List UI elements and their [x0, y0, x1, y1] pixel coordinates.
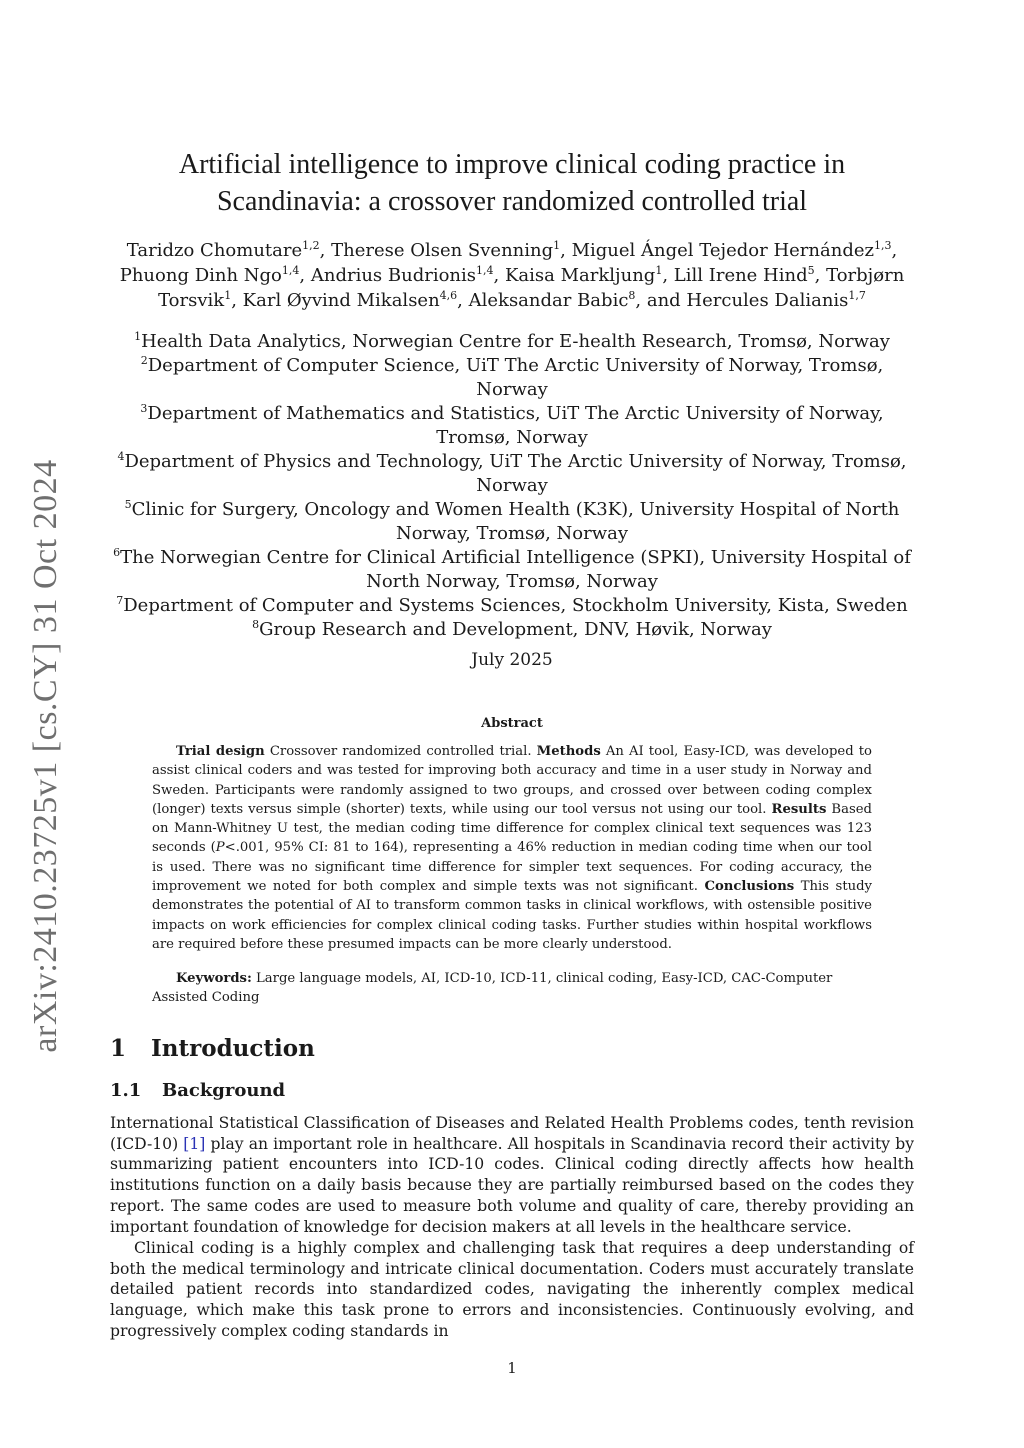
affiliation [108, 354, 916, 402]
author-affiliation-mark: 1 [655, 264, 663, 277]
abstract-heading: Abstract [481, 716, 543, 731]
author-list: Taridzo Chomutare$^{1,2}$, Therese Olsen Svenning$^1$, Miguel Ángel Tejedor Hernández$^{1,3}$, Phuong Dinh Ngo$^{1,4}$, Andrius Budrionis$^{1,4}$, Kaisa Markljung$^1$, Lill Irene Hind$^5$, Torbjørn Torsvik$^1$, Karl Øyvind Mikalsen$^{4,6}$, Aleksandar Babic$^8$, and Hercules Dalianis$^{1,7}$ [119, 239, 905, 311]
affiliation-text: The Norwegian Centre for Clinical Artificial Intelligence (SPKI), University Hospital of North Norway, Tromsø, Norway [120, 547, 911, 592]
paragraph-text: International Statistical Classification of Diseases and Related Health Problems codes, tenth revision (ICD-10) [110, 1114, 914, 1153]
affiliation-number: 1 [134, 330, 142, 343]
subsection-title: Background [162, 1080, 286, 1101]
paragraph-text: play an important role in healthcare. All hospitals in Scandinavia record their activity by summarizing patient encounters into ICD-10 codes. Clinical coding directly affects how health institutions function on a daily basis because they are partially reimbursed based on the codes they report. The same codes are used to measure both volume and quality of care, thereby providing an important foundation of knowledge for decision makers at all levels in the healthcare service. [110, 1134, 915, 1236]
author: Torbjørn Torsvik [158, 265, 905, 311]
page-number: 1 [507, 1359, 517, 1377]
affiliation [108, 450, 916, 498]
paper-title: Artificial intelligence to improve clinical coding practice in Scandinavia: a crossover randomized controlled trial [178, 149, 846, 217]
affiliation [108, 546, 916, 594]
author-affiliation-mark: 1,4 [281, 264, 300, 277]
abstract-label-conclusions: Conclusions [704, 879, 795, 895]
author: Therese Olsen Svenning [331, 240, 554, 261]
affiliation-text: Department of Mathematics and Statistics, UiT The Arctic University of Norway, Tromsø, Norway [147, 403, 884, 448]
abstract-p-value-symbol: P [215, 840, 225, 856]
affiliation [108, 618, 916, 642]
affiliation-number: 3 [140, 402, 148, 415]
affiliation-number: 2 [140, 354, 148, 367]
affiliation [108, 330, 916, 354]
affiliation-number: 5 [124, 498, 132, 511]
affiliation-text: Health Data Analytics, Norwegian Centre for E-health Research, Tromsø, Norway [141, 331, 890, 352]
section-heading-introduction [110, 1035, 315, 1062]
author-affiliation-mark: 4,6 [439, 289, 458, 302]
abstract-results-part-a: Based on Mann-Whitney U test, the median coding time difference for complex clinical text sequences was 123 seconds ( [152, 801, 872, 856]
affiliation-number: 8 [252, 618, 260, 631]
author: Hercules Dalianis [686, 290, 849, 311]
author: Kaisa Markljung [504, 265, 656, 286]
abstract-label-methods: Methods [536, 744, 601, 759]
abstract-text [152, 742, 872, 954]
affiliation-text: Clinic for Surgery, Oncology and Women Health (K3K), University Hospital of North Norway, Tromsø, Norway [131, 499, 900, 544]
subsection-number: 1.1 [110, 1080, 142, 1101]
publication-date: July 2025 [471, 650, 553, 670]
author: Karl Øyvind Mikalsen [242, 290, 440, 311]
affiliation-number: 6 [113, 546, 121, 559]
author-affiliation-mark: 1,4 [476, 264, 494, 277]
affiliation-text: Department of Physics and Technology, UiT The Arctic University of Norway, Tromsø, Norway [124, 451, 907, 496]
body-paragraph-1 [110, 1113, 914, 1237]
abstract-label-results: Results [771, 801, 827, 817]
author-affiliation-mark: 1,7 [848, 289, 866, 302]
citation-link-1[interactable]: [1] [183, 1134, 206, 1153]
arxiv-identifier: arXiv:2410.23725v1 [cs.CY] 31 Oct 2024 [27, 459, 64, 1053]
keywords-text: Large language models, AI, ICD-10, ICD-11, clinical coding, Easy-ICD, CAC-Computer Assisted Coding [152, 971, 833, 1005]
author-affiliation-mark: 5 [807, 264, 815, 277]
abstract-trial-design: Crossover randomized controlled trial. [269, 744, 532, 759]
abstract-methods: An AI tool, Easy-ICD, was developed to assist clinical coders and was tested for improving both accuracy and time in a user study in Norway and Sweden. Participants were randomly assigned to two groups, and crossed over between coding complex (longer) texts versus simple (shorter) texts, while using our tool versus not using our tool. [152, 744, 872, 817]
keywords-label: Keywords: [176, 971, 252, 986]
author: Aleksandar Babic [468, 290, 629, 311]
affiliation-list [108, 330, 916, 642]
author-affiliation-mark: 8 [628, 289, 636, 302]
author: Miguel Ángel Tejedor Hernández [571, 240, 874, 261]
affiliation-text: Group Research and Development, DNV, Høvik, Norway [259, 619, 772, 640]
affiliation [108, 498, 916, 546]
author: Lill Irene Hind [673, 265, 808, 286]
abstract-results-part-b: <.001, 95% CI: 81 to 164), representing a 46% reduction in median coding time when our tool is used. There was no significant time difference for simpler text sequences. For coding accuracy, the improvement we noted for both complex and simple texts was not significant. [152, 840, 873, 895]
author: Taridzo Chomutare [126, 240, 303, 261]
abstract-conclusions: This study demonstrates the potential of AI to transform common tasks in clinical workflows, with ostensible positive impacts on work efficiencies for complex clinical coding tasks. Further studies within hospital workflows are required before these presumed impacts can be more clearly understood. [152, 879, 873, 952]
author-affiliation-mark: 1,3 [873, 239, 892, 252]
affiliation-text: Department of Computer Science, UiT The Arctic University of Norway, Tromsø, Norway [147, 355, 884, 400]
keywords [152, 969, 872, 1007]
author: Phuong Dinh Ngo [119, 265, 282, 286]
affiliation [108, 402, 916, 450]
affiliation [108, 594, 916, 618]
affiliation-number: 7 [116, 594, 124, 607]
affiliation-text: Department of Computer and Systems Sciences, Stockholm University, Kista, Sweden [123, 595, 908, 616]
author-affiliation-mark: 1 [553, 239, 561, 252]
author-affiliation-mark: 1,2 [302, 239, 320, 252]
author-affiliation-mark: 1 [224, 289, 232, 302]
body-paragraph-2: Clinical coding is a highly complex and challenging task that requires a deep understanding of both the medical terminology and intricate clinical documentation. Coders must accurately translate detailed patient records into standardized codes, navigating the inherently complex medical language, which make this task prone to errors and inconsistencies. Continuously evolving, and progressively complex coding standards in [110, 1239, 914, 1340]
section-title: Introduction [151, 1035, 315, 1062]
section-number: 1 [110, 1035, 127, 1062]
abstract-label-trial-design: Trial design [176, 744, 265, 759]
author: Andrius Budrionis [310, 265, 477, 286]
affiliation-number: 4 [117, 450, 125, 463]
subsection-heading-background [110, 1080, 285, 1101]
